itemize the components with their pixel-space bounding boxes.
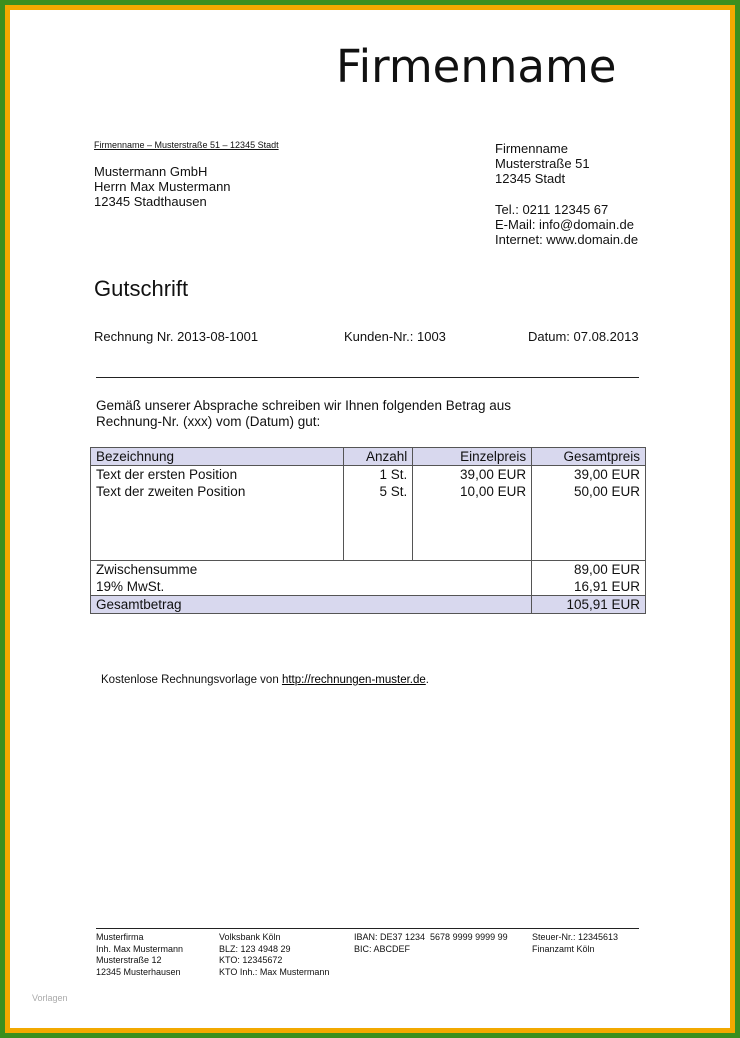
item-unit-price: 10,00 EUR <box>413 483 532 500</box>
header-description: Bezeichnung <box>91 448 344 466</box>
sender-address-line: Firmenname – Musterstraße 51 – 12345 Stadt <box>94 140 279 150</box>
item-unit-price: 39,00 EUR <box>413 466 532 484</box>
items-table <box>90 447 646 614</box>
contact-website: Internet: www.domain.de <box>495 232 639 247</box>
template-note <box>101 674 429 686</box>
subtotal-row <box>91 561 646 579</box>
table-header-row <box>91 448 646 466</box>
footer-bank <box>219 932 329 978</box>
footer-line: KTO: 12345672 <box>219 955 283 965</box>
intro-line: Rechnung-Nr. (xxx) vom (Datum) gut: <box>96 414 321 429</box>
item-quantity: 1 St. <box>344 466 413 484</box>
item-quantity: 5 St. <box>344 483 413 500</box>
table-row <box>91 483 646 500</box>
item-description: Text der zweiten Position <box>91 483 344 500</box>
footer-line: IBAN: DE37 1234 5678 9999 9999 99 <box>354 932 508 942</box>
document-title: Gutschrift <box>94 276 189 301</box>
item-description: Text der ersten Position <box>91 466 344 484</box>
footer-line: BLZ: 123 4948 29 <box>219 943 291 954</box>
invoice-number: Rechnung Nr. 2013-08-1001 <box>94 329 259 344</box>
footer-line: Inh. Max Mustermann <box>96 943 184 954</box>
tax-value: 16,91 EUR <box>532 578 646 596</box>
footer-line: BIC: ABCDEF <box>354 943 411 954</box>
company-line: Musterstraße 51 <box>495 156 590 171</box>
table-row <box>91 466 646 484</box>
company-title: Firmenname <box>336 40 617 93</box>
footer-company <box>96 932 183 978</box>
note-prefix: Kostenlose Rechnungsvorlage von <box>101 674 282 686</box>
footer-line: Finanzamt Köln <box>532 943 595 954</box>
invoice-page <box>10 10 730 1028</box>
footer-line: Volksbank Köln <box>219 932 281 942</box>
table-empty-space <box>91 500 646 561</box>
footer-iban <box>354 932 508 955</box>
invoice-date: Datum: 07.08.2013 <box>528 329 639 344</box>
header-quantity: Anzahl <box>344 448 413 466</box>
recipient-address <box>94 164 231 209</box>
intro-line: Gemäß unserer Absprache schreiben wir Ihnen folgenden Betrag aus <box>96 398 511 413</box>
recipient-line: Herrn Max Mustermann <box>94 179 231 194</box>
recipient-line: 12345 Stadthausen <box>94 194 207 209</box>
footer-line: 12345 Musterhausen <box>96 966 181 977</box>
footer-divider <box>96 928 639 929</box>
watermark: Vorlagen <box>32 993 68 1003</box>
total-value: 105,91 EUR <box>532 596 646 614</box>
tax-label: 19% MwSt. <box>91 578 344 596</box>
footer-line: KTO Inh.: Max Mustermann <box>219 966 330 977</box>
footer-line: Musterstraße 12 <box>96 955 162 965</box>
company-line: 12345 Stadt <box>495 171 566 186</box>
company-line: Firmenname <box>495 141 568 156</box>
subtotal-label: Zwischensumme <box>91 561 344 579</box>
tax-row <box>91 578 646 596</box>
intro-text <box>96 398 511 430</box>
total-row <box>91 596 646 614</box>
item-total-price: 39,00 EUR <box>532 466 646 484</box>
subtotal-value: 89,00 EUR <box>532 561 646 579</box>
header-unit-price: Einzelpreis <box>413 448 532 466</box>
divider <box>96 377 639 378</box>
recipient-line: Mustermann GmbH <box>94 164 208 179</box>
footer-tax <box>532 932 618 955</box>
company-address <box>495 141 590 186</box>
customer-number: Kunden-Nr.: 1003 <box>344 329 446 344</box>
note-suffix: . <box>425 674 429 686</box>
footer-line: Musterfirma <box>96 932 144 942</box>
contact-email: E-Mail: info@domain.de <box>495 217 634 232</box>
company-contact <box>495 202 638 247</box>
total-label: Gesamtbetrag <box>91 596 344 614</box>
template-link[interactable]: http://rechnungen-muster.de <box>281 674 426 686</box>
contact-phone: Tel.: 0211 12345 67 <box>495 202 609 217</box>
footer-line: Steuer-Nr.: 12345613 <box>532 932 619 942</box>
item-total-price: 50,00 EUR <box>532 483 646 500</box>
header-total-price: Gesamtpreis <box>532 448 646 466</box>
